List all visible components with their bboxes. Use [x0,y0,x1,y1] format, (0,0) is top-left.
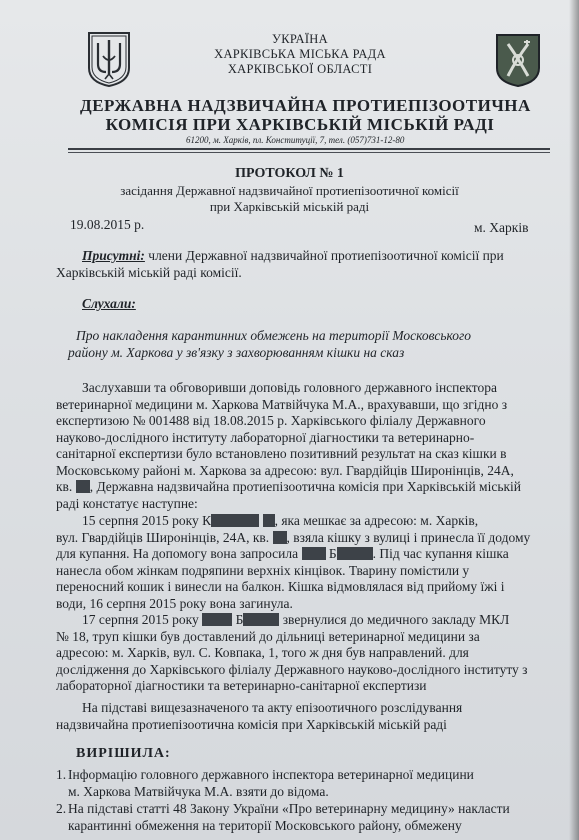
body-paragraph-4 [56,700,550,733]
decision-line: На підставі статті 48 Закону України «Про ветеринарну медицину» накласти [68,801,510,816]
body-text: Б [235,612,244,627]
present-text: члени Державної надзвичайної протиепізоотичної комісії при [144,248,504,263]
body-line: На підставі вищезазначеного та акту епізоотичного розслідування [82,700,463,715]
body-line: науково-дослідного інституту лабораторної діагностики та ветеринарно- [56,429,475,445]
body-text: 15 серпня 2015 року К [82,513,212,528]
decision-item [56,800,550,834]
protocol-city: м. Харків [474,220,529,235]
header-line: УКРАЇНА [272,32,328,46]
decision-item [56,766,550,800]
topic-line: району м. Харкова у зв'язку з захворюванням кішки на сказ [68,345,405,360]
body-text: Б [328,546,337,561]
body-text: , яка мешкає за адресою: м. Харків, [274,513,479,528]
body-paragraph-3 [56,612,550,695]
body-paragraph-1 [56,380,550,512]
body-line: нанесла обом жінкам подряпини верхніх кінцівок. Тварину помістили у [56,562,470,578]
body-line: ветеринарної медицини м. Харкова Матвійчука М.А., врахувавши, що згідно з [56,396,508,412]
agenda-topic [68,327,550,361]
redaction [263,514,275,527]
subtitle-line: засідання Державної надзвичайної протиепізоотичної комісії [120,183,459,198]
issuer-header [140,32,460,77]
decision-line: карантинні обмеження на території Московського району, обмежену [68,818,462,833]
body-line: санітарної експертизи було встановлено позитивний результат на сказ кішки в [56,446,507,461]
body-line: надзвичайна протиепізоотична комісія при Харківській міській раді [56,716,447,732]
redaction [273,531,287,544]
commission-title [80,96,531,134]
decision-line: Інформацію головного державного інспектора ветеринарної медицини [68,767,474,782]
topic-line: Про накладення карантинних обмежень на території Московського [76,328,472,343]
header-line: ХАРКІВСЬКА МІСЬКА РАДА [214,47,386,61]
body-line: адресою: м. Харків, вул. С. Ковпака, 1, того ж дня був направлений. для [56,645,469,660]
body-text: 17 серпня 2015 року [82,612,199,627]
body-line: Заслухавши та обговоривши доповідь головного державного інспектора [82,380,497,395]
redaction [211,514,259,527]
redaction [202,613,232,626]
body-text: . Під час купання кішка [372,546,509,561]
decided-label: ВИРІШИЛА: [76,746,171,761]
redaction [76,480,90,493]
body-line: експертизою № 001488 від 18.08.2015 р. Харківського філіалу Державного [56,413,486,428]
body-line: лабораторної діагностики та ветеринарно-санітарної експертизи [56,678,427,693]
header-divider-thin [68,152,550,153]
heard-label-text: Слухали: [82,296,136,311]
body-text: вул. Гвардійців Широнінців, 24А, кв. [56,529,270,545]
ukraine-coat-of-arms-icon [86,30,132,88]
decision-number: 2. [56,801,67,816]
body-line: раді констатує наступне: [56,495,198,511]
decision-line: м. Харкова Матвійчука М.А. взяти до відома. [68,784,329,799]
commission-address: 61200, м. Харків, пл. Конституції, 7, тел. (057)731-12-80 [186,135,405,145]
kharkiv-city-emblem-icon [494,32,542,88]
commission-line: КОМІСІЯ ПРИ ХАРКІВСЬКІЙ МІСЬКІЙ РАДІ [105,115,495,134]
decision-number: 1. [56,767,67,782]
body-text: кв. [56,479,73,494]
redaction [337,547,373,560]
body-line: переносний кошик і винесли на балкон. Кішка відмовлялася від прийому їжі і [56,579,505,594]
header-divider [68,148,550,150]
redaction [302,547,326,560]
body-text: , Державна надзвичайна протиепізоотична комісія при Харківській міській [89,479,522,494]
subtitle-line: при Харківській міській раді [209,199,370,214]
header-line: ХАРКІВСЬКОЇ ОБЛАСТІ [227,62,373,76]
protocol-subtitle [0,183,579,215]
present-text-cont: Харківській міській раді комісії. [56,264,242,280]
protocol-date: 19.08.2015 р. [70,217,145,232]
decisions-list [56,766,550,834]
body-line: Московському районі м. Харкова за адресою: вул. Гвардійців Широнінців, 24А, [56,462,514,478]
body-paragraph-2 [56,513,550,612]
body-line: води, 16 серпня 2015 року вона загинула. [56,595,293,611]
body-line: № 18, труп кішки був доставлений до дільниці ветеринарної медицини за [56,628,480,644]
body-text: для купання. На допомогу вона запросила [56,546,299,561]
body-text: , взяла кішку з вулиці і принесла її додому [286,529,531,545]
heard-label [82,296,136,312]
page-edge-shadow [569,0,579,840]
body-text: звернулися до медичного закладу МКЛ [282,612,510,627]
commission-line: ДЕРЖАВНА НАДЗВИЧАЙНА ПРОТИЕПІЗООТИЧНА [80,96,531,115]
protocol-title: ПРОТОКОЛ № 1 [235,166,344,181]
present-label: Присутні: [82,248,145,263]
present-section [56,248,550,281]
body-line: дослідження до Харківського філіалу Державного науково-дослідного інституту з [56,661,528,677]
redaction [243,613,279,626]
